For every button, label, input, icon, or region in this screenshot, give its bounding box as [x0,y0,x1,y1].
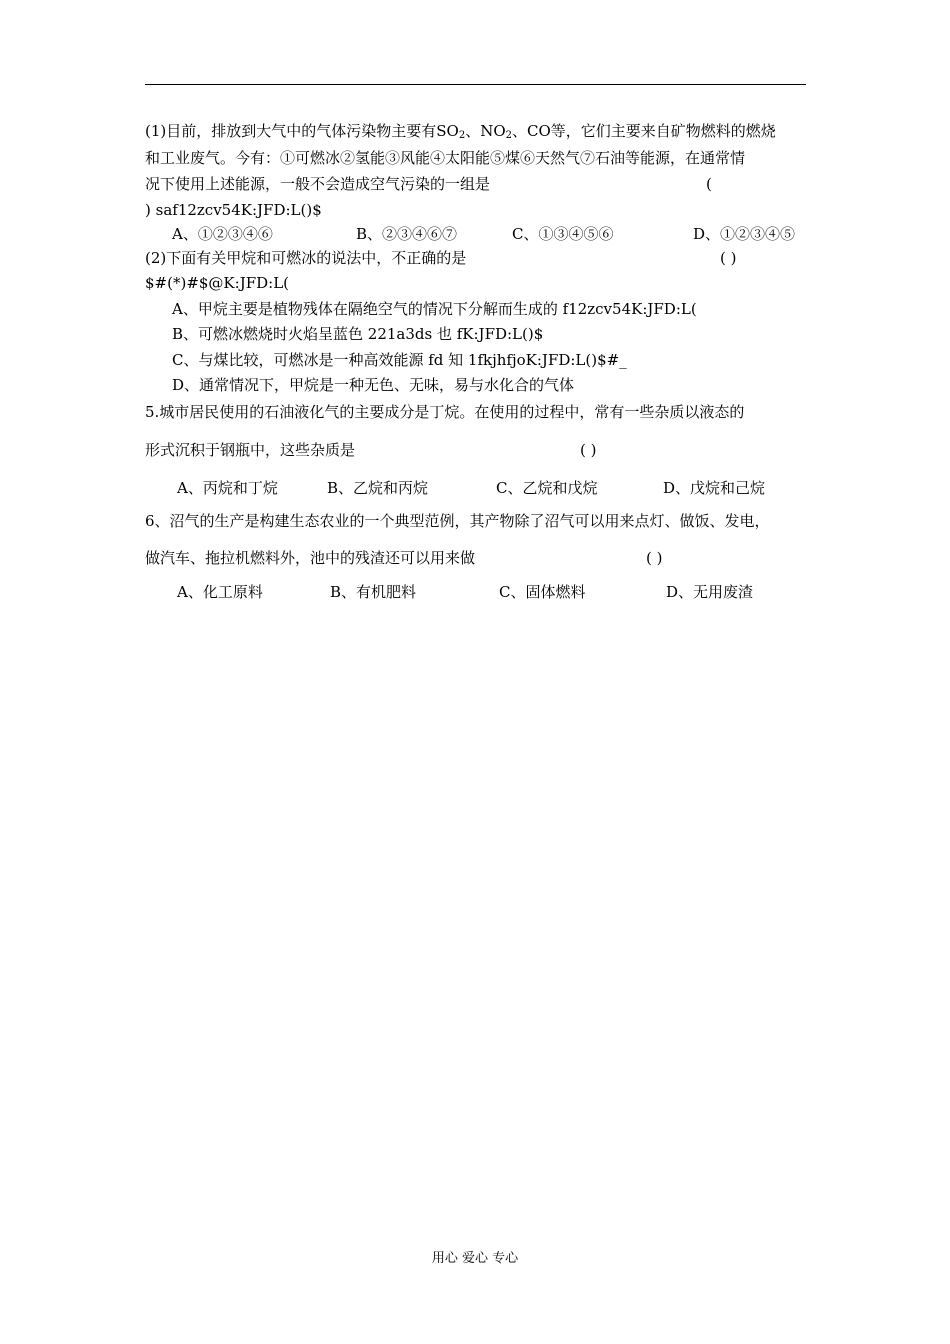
q1-line-4: ) saf12zcv54K:JFD:L()$ [145,201,322,219]
q6-option-d: D、无用废渣 [666,583,754,601]
q2-option-d: D、通常情况下，甲烷是一种无色、无味，易与水化合的气体 [172,376,575,394]
q5-option-c: C、乙烷和戊烷 [496,479,598,497]
q6-line-1: 6、沼气的生产是构建生态农业的一个典型范例，其产物除了沼气可以用来点灯、做饭、发电， [145,512,770,530]
q1-paren-open: ( [706,175,712,193]
q2-line-1: (2)下面有关甲烷和可燃冰的说法中，不正确的是 [145,249,467,267]
page-footer: 用心 爱心 专心 [431,1251,519,1266]
q1-option-d: D、①②③④⑤ [693,225,796,243]
q2-paren: ( ) [720,249,737,267]
q1-line-2: 和工业废气。今有：①可燃冰②氢能③风能④太阳能⑤煤⑥天然气⑦石油等能源，在通常情 [145,149,746,167]
q1-line-3: 况下使用上述能源，一般不会造成空气污染的一组是 [145,175,491,193]
q5-option-b: B、乙烷和丙烷 [327,479,429,497]
q5-option-d: D、戊烷和己烷 [663,479,766,497]
q1-option-a: A、①②③④⑥ [172,225,273,243]
q2-option-b: B、可燃冰燃烧时火焰呈蓝色 221a3ds 也 fK:JFD:L()$ [172,325,544,343]
q2-option-a: A、甲烷主要是植物残体在隔绝空气的情况下分解而生成的 f12zcv54K:JFD:L( [172,300,697,318]
q5-option-a: A、丙烷和丁烷 [177,479,278,497]
q1-option-b: B、②③④⑥⑦ [356,225,458,243]
q5-line-2: 形式沉积于钢瓶中，这些杂质是 [145,441,356,459]
q1-line-1: (1)目前，排放到大气中的气体污染物主要有$SO_2$、$NO_2$、CO等，它们主要来自矿物燃料的燃烧 [145,122,776,141]
q2-option-c: C、与煤比较，可燃冰是一种高效能源 fd 知 1fkjhfjoK:JFD:L()$#_ [172,351,627,369]
q6-option-a: A、化工原料 [177,583,263,601]
q6-paren: ( ) [646,549,663,567]
q1-option-c: C、①③④⑤⑥ [512,225,614,243]
q6-option-c: C、固体燃料 [499,583,586,601]
header-rule [145,84,806,85]
q6-option-b: B、有机肥料 [330,583,417,601]
q5-paren: ( ) [580,441,597,459]
q6-line-2: 做汽车、拖拉机燃料外，池中的残渣还可以用来做 [145,549,476,567]
q5-line-1: 5.城市居民使用的石油液化气的主要成分是丁烷。在使用的过程中，常有一些杂质以液态的 [145,403,745,421]
q2-line-2: $#(*)#$@K:JFD:L( [145,274,290,292]
